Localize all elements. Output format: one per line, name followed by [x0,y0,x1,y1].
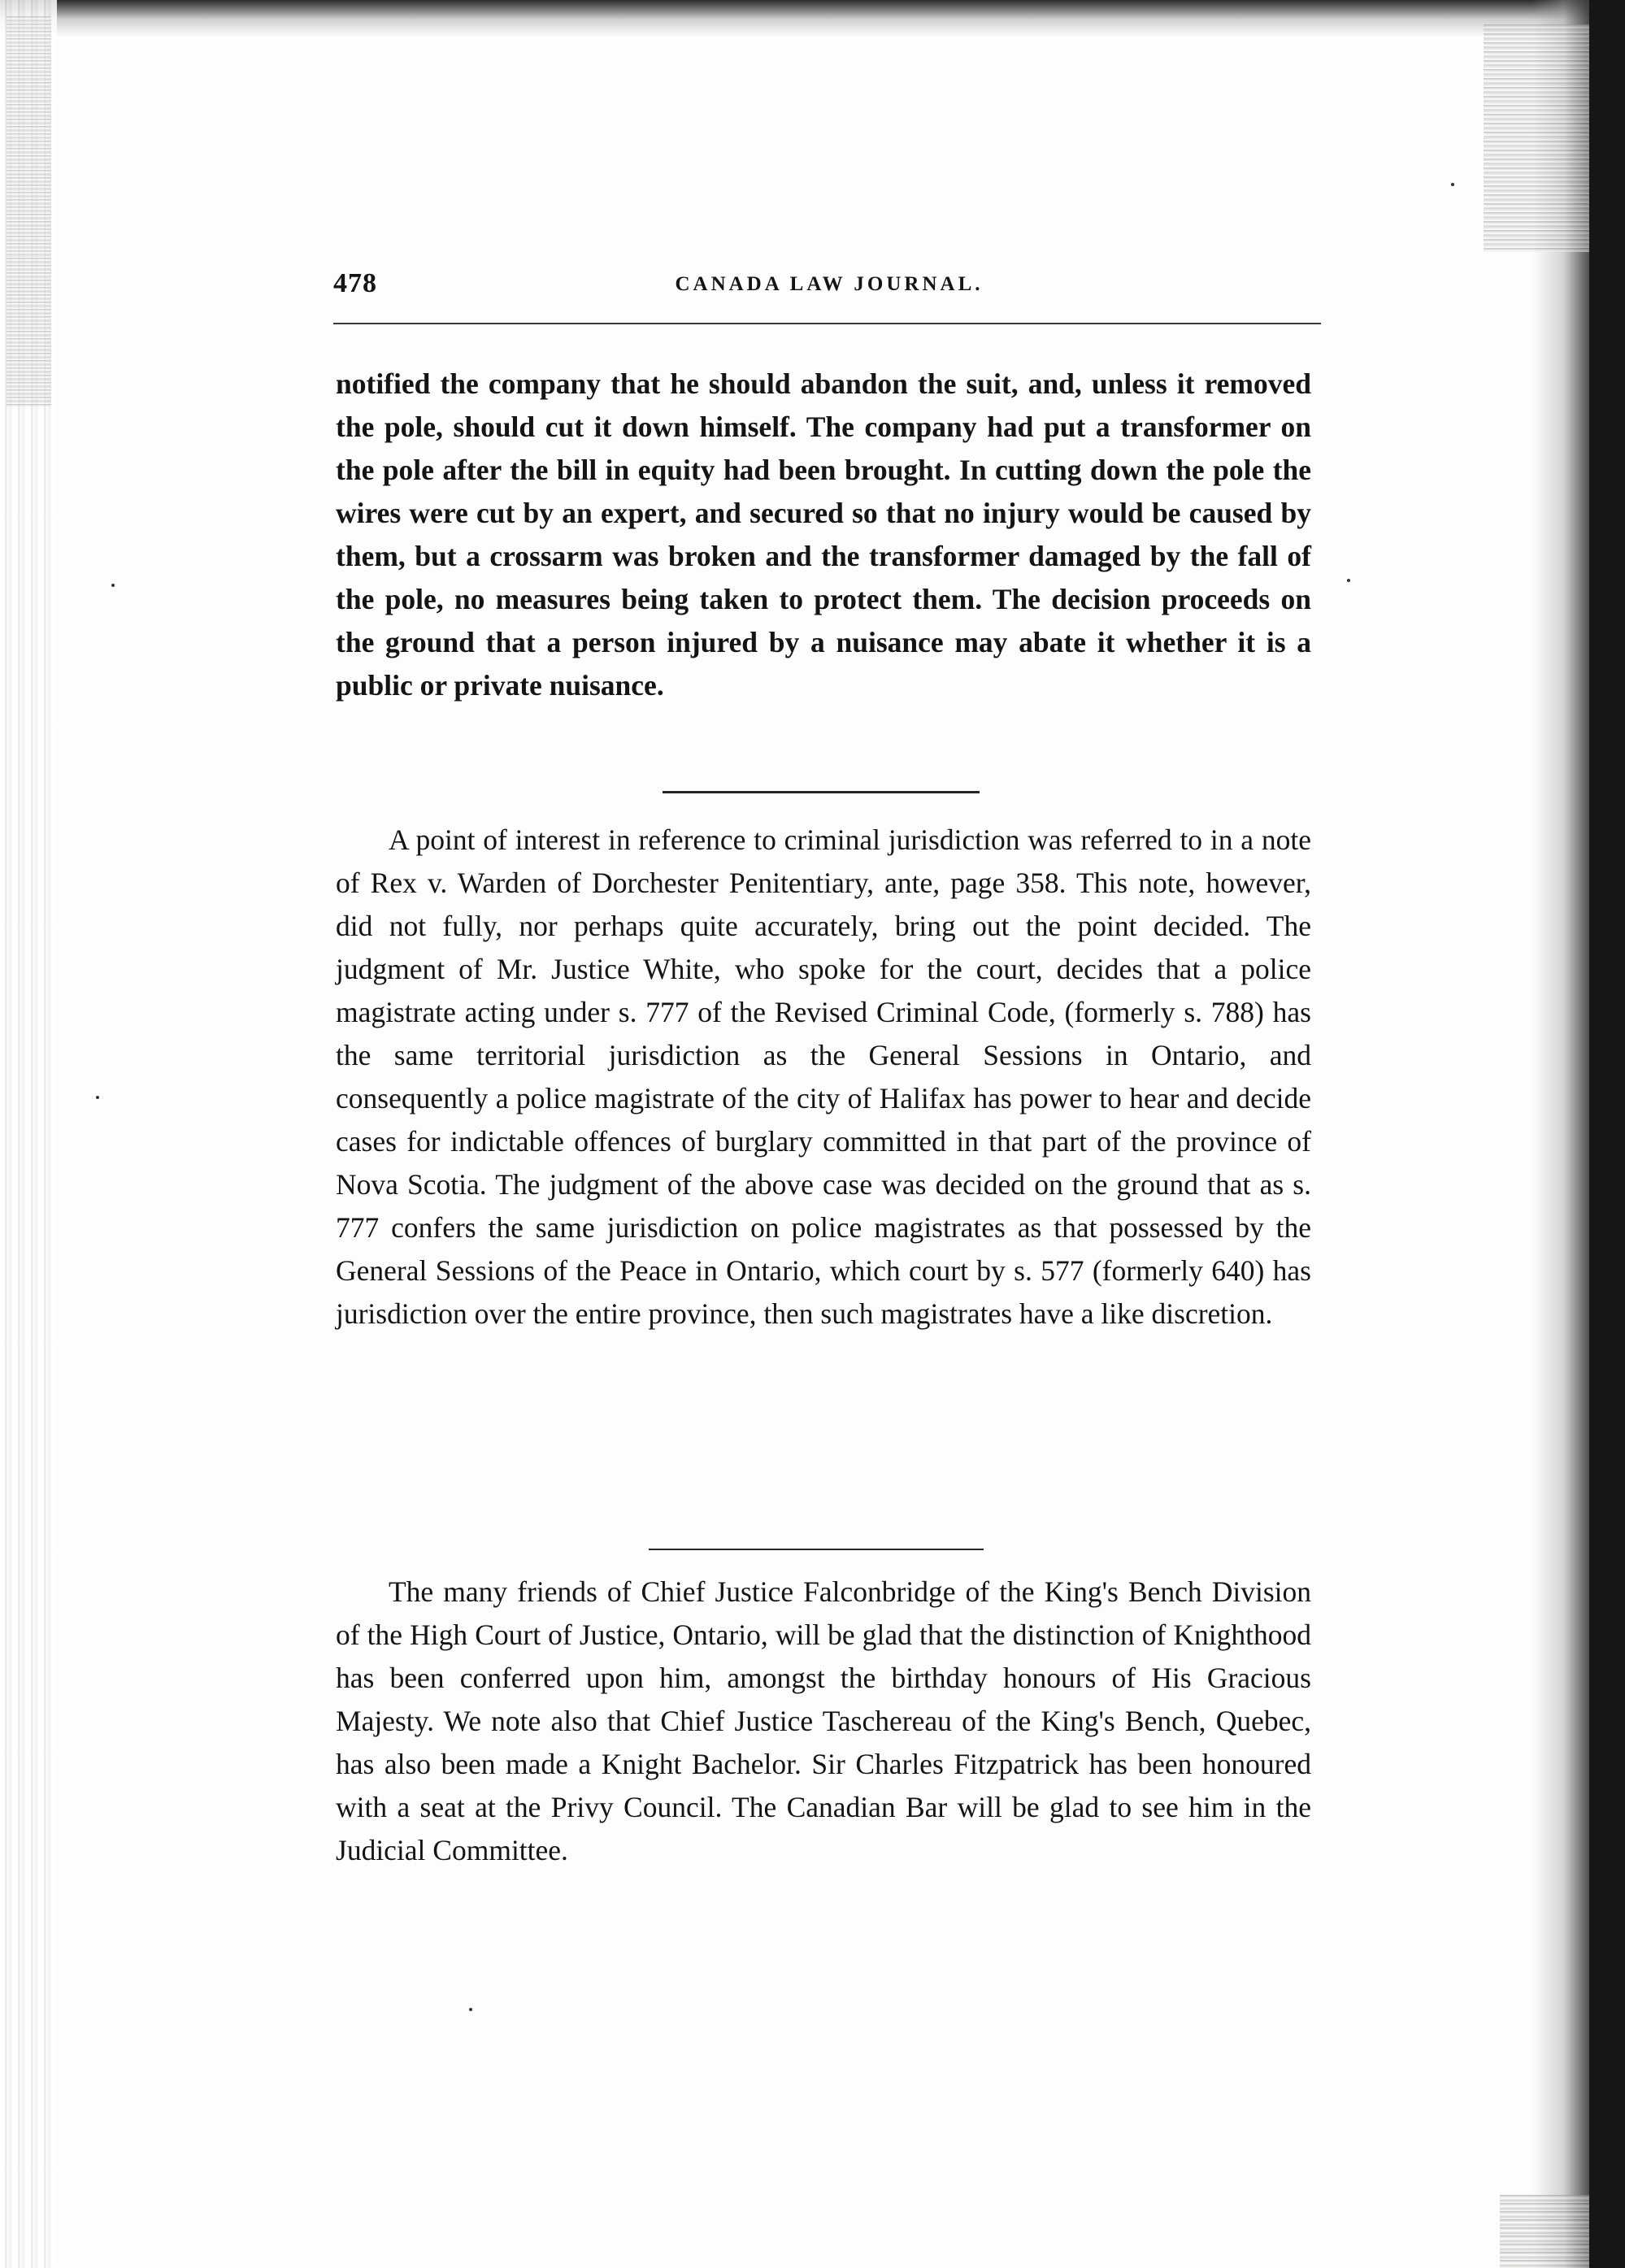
paragraph-nuisance-case: notified the company that he should abandon the suit, and, unless it removed the pole, should cut it down himself. The company had put a transformer on the pole after the bill in equity had been brought. In cutting down the pole the wires were cut by an expert, and secured so that no injury would be caused by them, but a crossarm was broken and the transformer damaged by the fall of the pole, no measures being taken to protect them. The decision proceeds on the ground that a person injured by a nuisance may abate it whether it is a public or private nuisance. [336,367,1311,702]
dust-speck [469,2008,472,2011]
journal-title: CANADA LAW JOURNAL. [675,273,984,295]
paragraph-knighthood-honours: The many friends of Chief Justice Falconbridge of the King's Bench Division of the High Court of Justice, Ontario, will be glad that the distinction of Knighthood has been conferred upon him, amongst the birthday honours of His Gracious Majesty. We note also that Chief Justice Taschereau of the King's Bench, Quebec, has also been made a Knight Bachelor. Sir Charles Fitzpatrick has been honoured with a seat at the Privy Council. The Canadian Bar will be glad to see him in the Judicial Committee. [336,1575,1311,1866]
section-divider [663,791,980,793]
header-rule [333,323,1321,324]
page-number: 478 [333,268,377,298]
dust-speck [111,584,115,587]
scan-right-noise [1484,24,1589,252]
paragraph-criminal-jurisdiction: A point of interest in reference to criminal jurisdiction was referred to in a note of Rex v. Warden of Dorchester Penitentiary, ante, page 358. This note, however, did not fully, nor perhaps quite accurately, bring out the point decided. The judgment of Mr. Justice White, who spoke for the court, decides that a police magistrate acting under s. 777 of the Revised Criminal Code, (formerly s. 788) has the same territorial jurisdiction as the General Sessions in Ontario, and consequently a police magistrate of the city of Halifax has power to hear and decide cases for indictable offences of burglary committed in that part of the province of Nova Scotia. The judgment of the above case was decided on the ground that as s. 777 confers the same jurisdiction on police magistrates as that possessed by the General Sessions of the Peace in Ontario, which court by s. 577 (formerly 640) has jurisdiction over the entire province, then such magistrates have a like discretion. [336,823,1311,1330]
dust-speck [1347,579,1350,582]
running-head [333,268,1325,309]
scan-right-shadow [1532,0,1589,2268]
scan-top-edge [0,0,1625,39]
dust-speck [96,1096,99,1099]
section-divider [649,1549,984,1550]
scan-left-noise [7,16,51,406]
dust-speck [1451,183,1454,186]
scan-right-edge [1589,0,1625,2268]
scan-bottom-right-noise [1500,2195,1589,2268]
